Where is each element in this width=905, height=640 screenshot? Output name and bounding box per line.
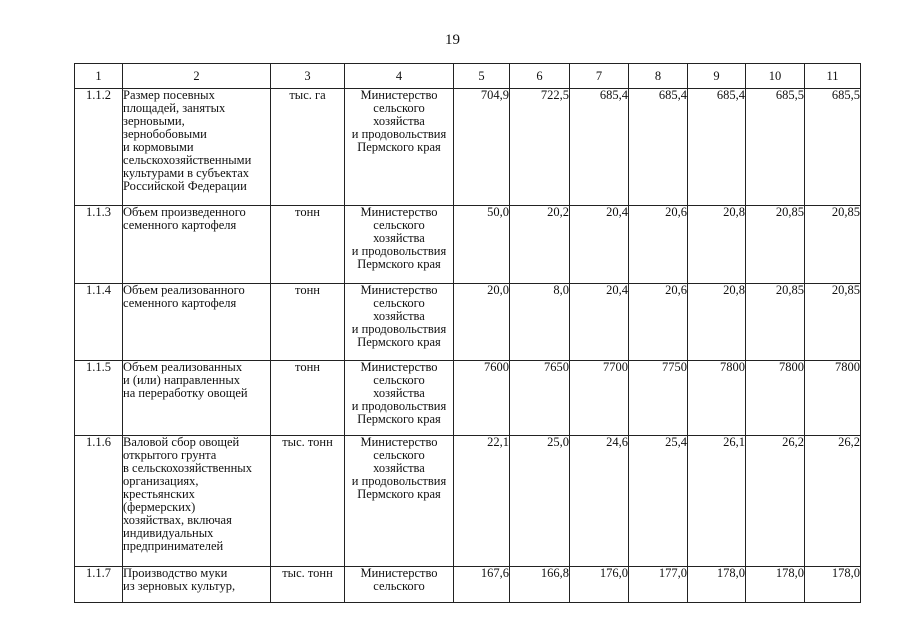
value-cell-text: 7800 xyxy=(835,360,860,374)
value-cell xyxy=(629,284,688,361)
value-cell-text: 178,0 xyxy=(831,566,860,580)
table-row xyxy=(75,206,861,284)
indicator-name-cell-text: Объем произведенного семенного картофеля xyxy=(123,205,246,232)
value-cell xyxy=(688,89,746,206)
value-cell-text: 20,85 xyxy=(831,205,860,219)
value-cell xyxy=(805,284,861,361)
table-row xyxy=(75,89,861,206)
indicator-name-cell-text: Объем реализованных и (или) направленных на переработку овощей xyxy=(123,360,248,400)
value-cell xyxy=(805,567,861,603)
unit-cell xyxy=(271,436,345,567)
value-cell xyxy=(805,206,861,284)
indicator-name-cell-text: Производство муки из зерновых культур, xyxy=(123,566,236,593)
value-cell-text: 8,0 xyxy=(553,283,569,297)
value-cell xyxy=(746,206,805,284)
value-cell-text: 704,9 xyxy=(480,88,509,102)
value-cell-text: 685,5 xyxy=(775,88,804,102)
header-cell: 4 xyxy=(345,64,454,89)
unit-cell xyxy=(271,361,345,436)
value-cell-text: 20,6 xyxy=(665,283,687,297)
value-cell-text: 20,4 xyxy=(606,283,628,297)
value-cell xyxy=(688,284,746,361)
value-cell xyxy=(570,436,629,567)
header-cell: 6 xyxy=(510,64,570,89)
header-cell: 2 xyxy=(123,64,271,89)
header-cell: 5 xyxy=(454,64,510,89)
value-cell-text: 20,2 xyxy=(547,205,569,219)
value-cell-text: 722,5 xyxy=(540,88,569,102)
value-cell xyxy=(629,567,688,603)
indicator-name-cell-text: Объем реализованного семенного картофеля xyxy=(123,283,245,310)
value-cell xyxy=(510,567,570,603)
value-cell xyxy=(570,206,629,284)
value-cell-text: 7800 xyxy=(779,360,804,374)
value-cell xyxy=(454,436,510,567)
value-cell-text: 25,4 xyxy=(665,435,687,449)
row-number-cell-text: 1.1.6 xyxy=(86,435,111,449)
row-number-cell xyxy=(75,361,123,436)
header-cell: 7 xyxy=(570,64,629,89)
value-cell xyxy=(746,436,805,567)
row-number-cell xyxy=(75,206,123,284)
indicator-name-cell xyxy=(123,361,271,436)
unit-cell-text: тыс. тонн xyxy=(282,566,333,580)
responsible-cell xyxy=(345,361,454,436)
responsible-cell-text: Министерство сельского хозяйства и продовольствия Пермского края xyxy=(351,435,447,501)
value-cell-text: 24,6 xyxy=(606,435,628,449)
value-cell-text: 685,4 xyxy=(658,88,687,102)
header-cell: 10 xyxy=(746,64,805,89)
indicators-table xyxy=(74,63,861,603)
value-cell xyxy=(570,89,629,206)
responsible-cell-text: Министерство сельского хозяйства и продовольствия Пермского края xyxy=(351,88,447,154)
responsible-cell-text: Министерство сельского хозяйства и продовольствия Пермского края xyxy=(351,283,447,349)
value-cell xyxy=(570,284,629,361)
row-number-cell-text: 1.1.3 xyxy=(86,205,111,219)
row-number-cell xyxy=(75,89,123,206)
value-cell-text: 20,0 xyxy=(487,283,509,297)
table-row xyxy=(75,567,861,603)
value-cell-text: 7700 xyxy=(603,360,628,374)
value-cell xyxy=(688,206,746,284)
value-cell-text: 50,0 xyxy=(487,205,509,219)
value-cell xyxy=(805,436,861,567)
value-cell xyxy=(510,436,570,567)
header-cell: 9 xyxy=(688,64,746,89)
responsible-cell xyxy=(345,284,454,361)
value-cell xyxy=(454,567,510,603)
page-number: 19 xyxy=(445,32,460,48)
value-cell-text: 167,6 xyxy=(480,566,509,580)
value-cell xyxy=(629,206,688,284)
value-cell xyxy=(805,361,861,436)
value-cell-text: 178,0 xyxy=(716,566,745,580)
unit-cell xyxy=(271,567,345,603)
value-cell xyxy=(510,206,570,284)
value-cell-text: 22,1 xyxy=(487,435,509,449)
header-cell: 8 xyxy=(629,64,688,89)
unit-cell xyxy=(271,284,345,361)
table-row xyxy=(75,284,861,361)
value-cell xyxy=(454,89,510,206)
row-number-cell-text: 1.1.2 xyxy=(86,88,111,102)
responsible-cell xyxy=(345,567,454,603)
value-cell-text: 176,0 xyxy=(599,566,628,580)
value-cell xyxy=(510,89,570,206)
value-cell xyxy=(746,284,805,361)
table-row xyxy=(75,361,861,436)
value-cell xyxy=(454,284,510,361)
value-cell-text: 166,8 xyxy=(540,566,569,580)
value-cell xyxy=(570,567,629,603)
responsible-cell xyxy=(345,206,454,284)
value-cell-text: 20,6 xyxy=(665,205,687,219)
responsible-cell-text: Министерство сельского xyxy=(360,566,438,593)
value-cell xyxy=(805,89,861,206)
value-cell-text: 25,0 xyxy=(547,435,569,449)
value-cell-text: 7750 xyxy=(662,360,687,374)
unit-cell-text: тыс. га xyxy=(289,88,326,102)
value-cell-text: 7800 xyxy=(720,360,745,374)
value-cell xyxy=(629,89,688,206)
value-cell-text: 20,8 xyxy=(723,205,745,219)
indicator-name-cell xyxy=(123,567,271,603)
row-number-cell xyxy=(75,284,123,361)
row-number-cell-text: 1.1.4 xyxy=(86,283,111,297)
value-cell-text: 685,4 xyxy=(599,88,628,102)
unit-cell-text: тонн xyxy=(295,283,320,297)
indicator-name-cell xyxy=(123,206,271,284)
value-cell xyxy=(629,361,688,436)
indicator-name-cell-text: Валовой сбор овощей открытого грунта в сельскохозяйственных организациях, крестьянских (фермерских) хозяйствах, включая индивидуальных предпринимателей xyxy=(123,435,252,553)
value-cell-text: 26,2 xyxy=(782,435,804,449)
value-cell-text: 20,85 xyxy=(831,283,860,297)
value-cell-text: 177,0 xyxy=(658,566,687,580)
row-number-cell-text: 1.1.7 xyxy=(86,566,111,580)
value-cell-text: 20,85 xyxy=(775,283,804,297)
responsible-cell xyxy=(345,89,454,206)
row-number-cell xyxy=(75,436,123,567)
value-cell xyxy=(629,436,688,567)
unit-cell-text: тонн xyxy=(295,205,320,219)
header-cell: 1 xyxy=(75,64,123,89)
value-cell xyxy=(746,89,805,206)
value-cell xyxy=(688,361,746,436)
indicator-name-cell xyxy=(123,284,271,361)
indicator-name-cell xyxy=(123,89,271,206)
value-cell-text: 685,4 xyxy=(716,88,745,102)
value-cell-text: 26,2 xyxy=(838,435,860,449)
value-cell xyxy=(746,567,805,603)
value-cell xyxy=(454,206,510,284)
indicator-name-cell xyxy=(123,436,271,567)
unit-cell xyxy=(271,206,345,284)
header-cell: 11 xyxy=(805,64,861,89)
value-cell-text: 20,8 xyxy=(723,283,745,297)
value-cell xyxy=(570,361,629,436)
row-number-cell-text: 1.1.5 xyxy=(86,360,111,374)
table-header-row xyxy=(75,64,861,89)
value-cell-text: 26,1 xyxy=(723,435,745,449)
value-cell-text: 7650 xyxy=(544,360,569,374)
value-cell xyxy=(510,284,570,361)
value-cell xyxy=(454,361,510,436)
value-cell-text: 20,4 xyxy=(606,205,628,219)
value-cell xyxy=(688,567,746,603)
value-cell-text: 685,5 xyxy=(831,88,860,102)
unit-cell xyxy=(271,89,345,206)
unit-cell-text: тонн xyxy=(295,360,320,374)
responsible-cell xyxy=(345,436,454,567)
responsible-cell-text: Министерство сельского хозяйства и продовольствия Пермского края xyxy=(351,205,447,271)
value-cell-text: 20,85 xyxy=(775,205,804,219)
header-cell: 3 xyxy=(271,64,345,89)
unit-cell-text: тыс. тонн xyxy=(282,435,333,449)
indicator-name-cell-text: Размер посевных площадей, занятых зерновыми, зернобобовыми и кормовыми сельскохозяйственными культурами в субъектах Российской Федерации xyxy=(123,88,252,193)
table-row xyxy=(75,436,861,567)
row-number-cell xyxy=(75,567,123,603)
value-cell xyxy=(746,361,805,436)
value-cell xyxy=(688,436,746,567)
value-cell xyxy=(510,361,570,436)
value-cell-text: 7600 xyxy=(484,360,509,374)
value-cell-text: 178,0 xyxy=(775,566,804,580)
responsible-cell-text: Министерство сельского хозяйства и продовольствия Пермского края xyxy=(351,360,447,426)
